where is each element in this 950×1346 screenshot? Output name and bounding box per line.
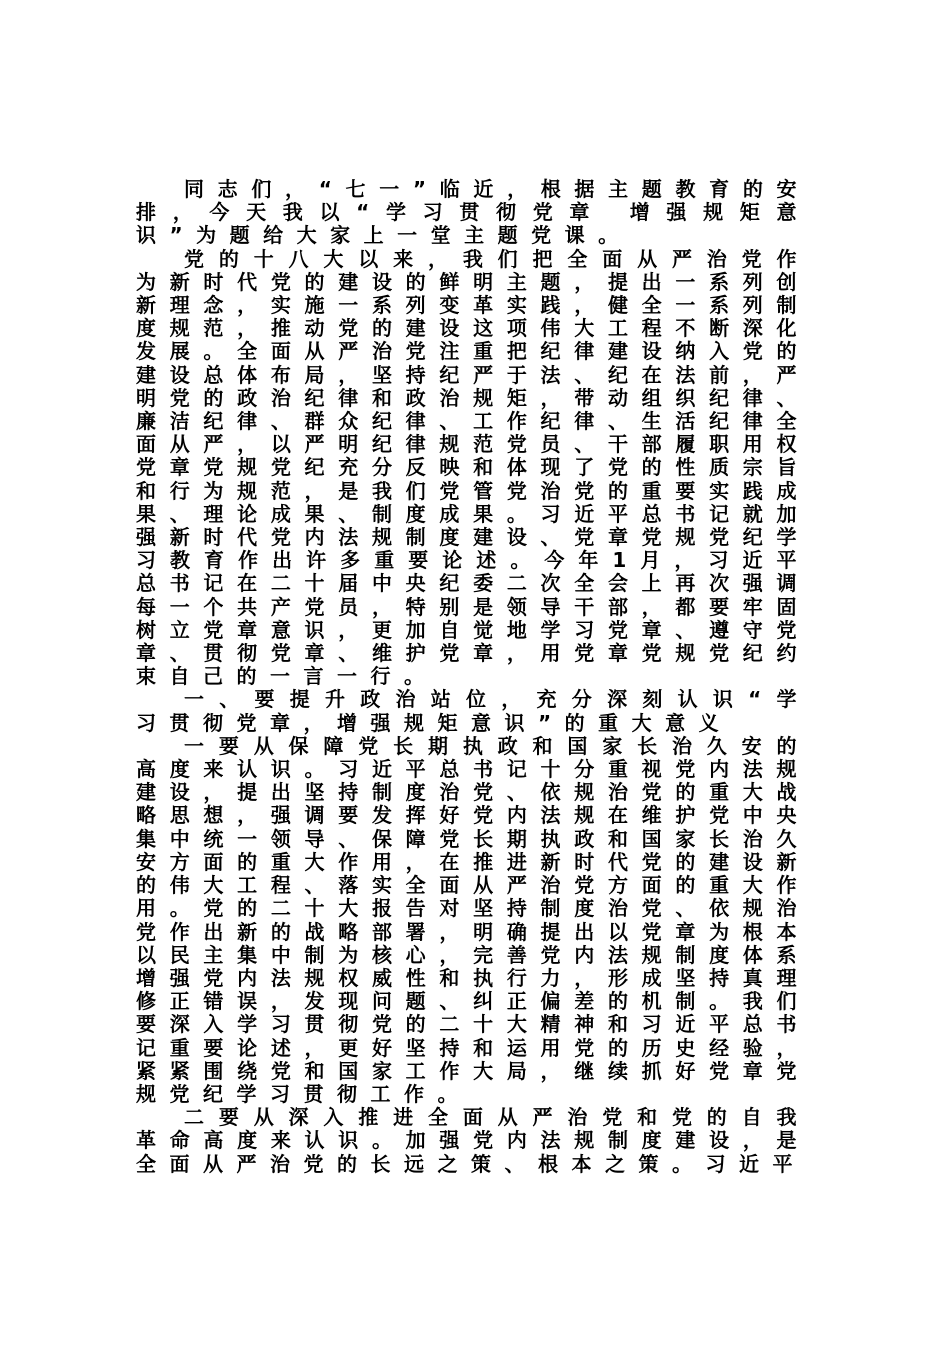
- paragraph-point-2: 二要从深入推进全面从严治党和党的自我革命高度来认识。加强党内法规制度建设，是全面从严治党的长远之策、根本之策。习近平: [136, 1105, 810, 1176]
- paragraph-point-1: 一要从保障党长期执政和国家长治久安的高度来认识。习近平总书记十分重视党内法规建设，提出坚持制度治党、依规治党的重大战略思想，强调要发挥好党内法规在维护党中央集中统一领导、保障党长期执政和国家长治久安方面的重大作用，在推进新时代党的建设新的伟大工程、落实全面从严治党方面的重大作用。党的二十大报告对坚持制度治党、依规治党作出新的战略部署，明确提出以党章为根本以民主集中制为核心，完善党内法规制度体系增强党内法规权威性和执行力，形成坚持真理修正错误，发现问题、纠正偏差的机制。我们要深入学习贯彻党的二十大精神和习近平总书记重要论述，更好坚持和运用党的历史经验，紧紧围绕党和国家工作大局，继续抓好党章党规党纪学习贯彻工作。: [136, 733, 810, 1106]
- paragraph-background: 党的十八大以来，我们把全面从严治党作为新时代党的建设的鲜明主题，提出一系列创新理念，实施一系列变革实践，健全一系列制度规范，推动党的建设这项伟大工程不断深化发展。全面从严治党注重把纪律建设纳入党的建设总体布局，坚持纪严于法、纪在法前，严明党的政治纪律和政治规矩，带动组织纪律、廉洁纪律、群众纪律、工作纪律、生活纪律全面从严，以严明纪律规范党员、干部履职用权党章党规党纪充分反映和体现了党的性质宗旨和行为规范，是我们党管党治党的重要实践成果、理论成果、制度成果。习近平总书记就加强新时代党内法规制度建设、党章党规党纪学习教育作出许多重要论述。今年1月，习近平总书记在二十届中央纪委二次全会上再次强调每一个共产党员，特别是领导干部，都要牢固树立党章意识，更加自觉地学习党章、遵守党章、贯彻党章、维护党章，用党章党规党纪约束自己的一言一行。: [136, 246, 810, 689]
- document-body: [136, 178, 810, 1176]
- section-heading-1: 一、要提升政治站位，充分深刻认识“学习贯彻党章，增强规矩意识”的重大意义: [136, 687, 810, 735]
- paragraph-intro: 同志们，“七一”临近，根据主题教育的安排，今天我以“学习贯彻党章 增强规矩意识”为题给大家上一堂主题党课。: [136, 177, 810, 248]
